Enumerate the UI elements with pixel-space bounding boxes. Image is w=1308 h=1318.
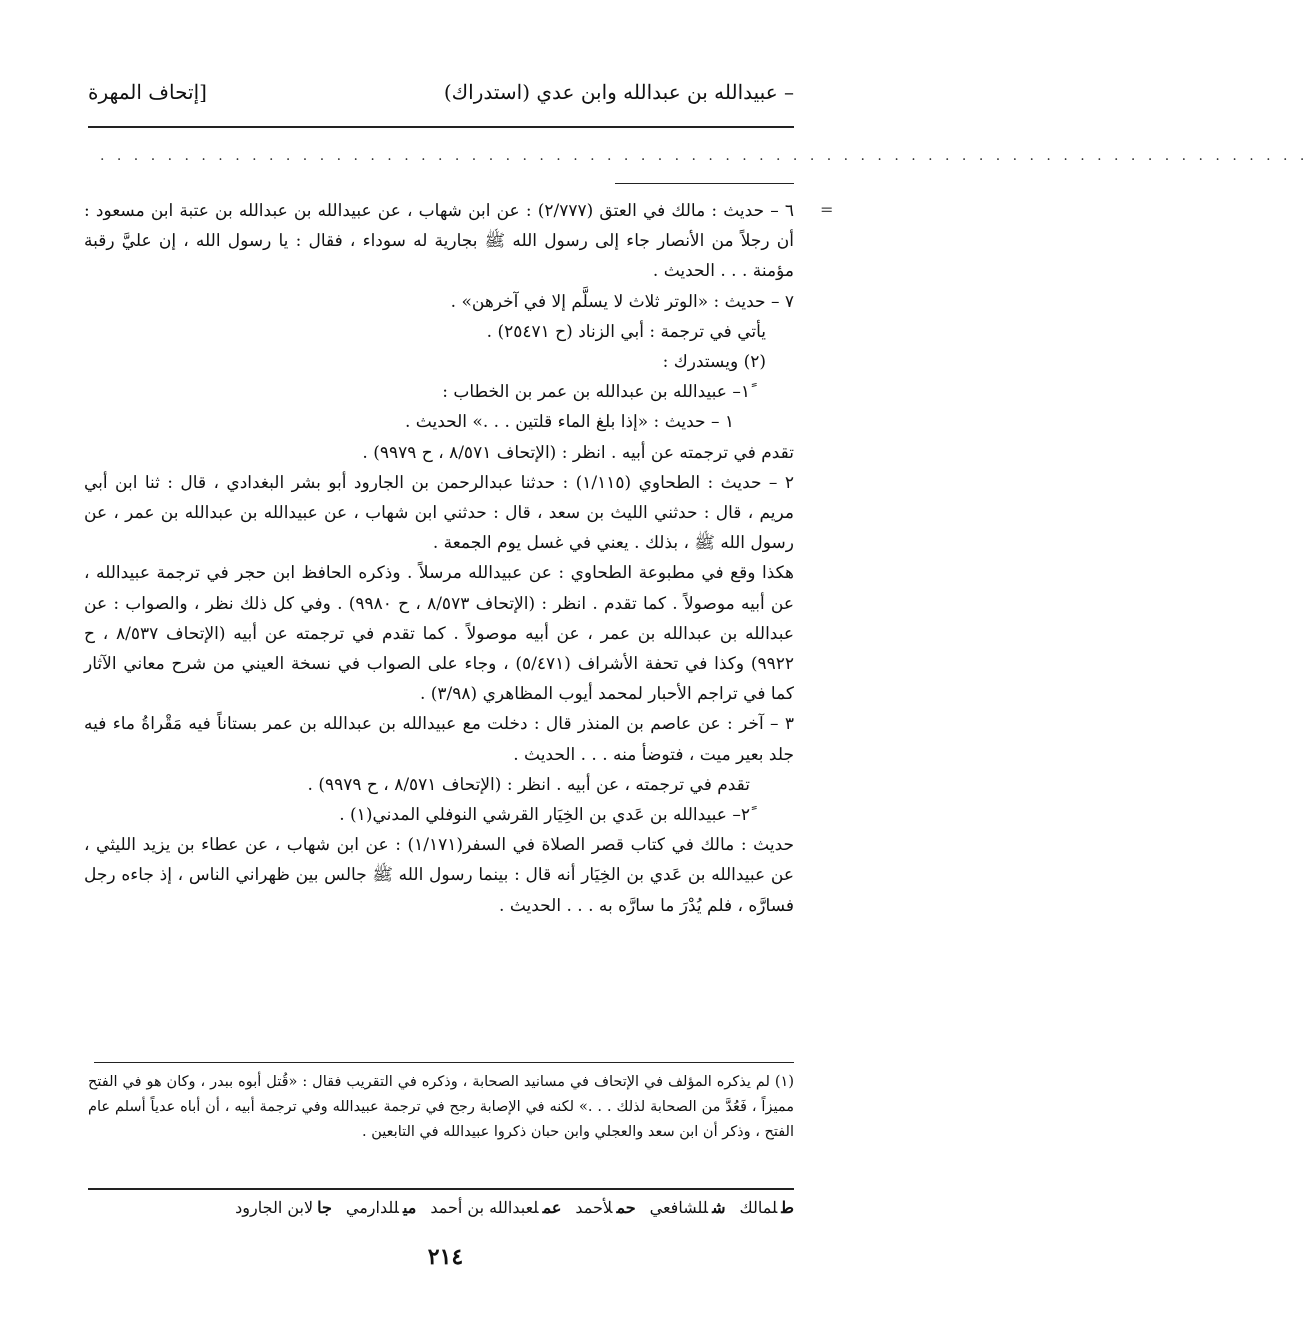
abbreviation-label: لابن الجارود (235, 1198, 314, 1217)
section-rule (615, 183, 794, 184)
paragraph-hadith-qullatayn: ١ – حديث : «إذا بلغ الماء قلتين . . .» الحديث . (405, 412, 734, 433)
narrator-heading-1: ١ً– عبيدالله بن عبدالله بن عمر بن الخطاب : (442, 382, 750, 403)
abbreviation-code: ط (781, 1198, 794, 1217)
page-number: ٢١٤ (427, 1244, 464, 1270)
abbreviation-code: عم (542, 1198, 562, 1217)
abbreviation-label: لعبدالله بن أحمد (430, 1198, 539, 1217)
running-head-title: – عبيدالله بن عبدالله وابن عدي (استدراك) (443, 80, 794, 104)
main-text (84, 196, 794, 921)
paragraph-tahawi: ٢ – حديث : الطحاوي (١/١١٥) : حدثنا عبدالرحمن بن الجارود أبو بشر البغدادي ، قال : ثنا ابن أبي مريم ، قال : حدثني الليث بن سعد ، قال : حدثني ابن شهاب ، عن عبيدالله بن عبدالله بن عمر ، عن رسول الله ﷺ ، بذلك . يعني في غسل يوم الجمعة . (84, 472, 794, 554)
abbreviation-code: جا (317, 1198, 332, 1217)
abbreviations-key (88, 1198, 794, 1217)
section-heading-addendum: (٢) ويستدرك : (662, 352, 766, 373)
abbreviation-code: مي (402, 1198, 417, 1217)
running-head (88, 80, 794, 104)
abbreviation-item (739, 1198, 794, 1217)
abbreviations-rule (88, 1188, 794, 1190)
paragraph-hadith-7: ٧ – حديث : «الوتر ثلاث لا يسلَّم إلا في آخرهن» . (450, 291, 794, 312)
abbreviation-item (346, 1198, 416, 1217)
paragraph-commentary: هكذا وقع في مطبوعة الطحاوي : عن عبيدالله مرسلاً . وذكره الحافظ ابن حجر في ترجمة عبيدالله ، عن أبيه موصولاً . كما تقدم . انظر : (الإتحاف ٨/٥٧٣ ، ح ٩٩٨٠) . وفي كل ذلك نظر ، والصواب : عن عبدالله بن عبدالله بن عمر ، عن أبيه موصولاً . كما تقدم في ترجمته عن أبيه (الإتحاف ٨/٥٣٧ ، ح ٩٩٢٢) وكذا في تحفة الأشراف (٥/٤٧١) ، وجاء على الصواب في نسخة العيني من شرح معاني الآثار كما في تراجم الأحبار لمحمد أيوب المظاهري (٣/٩٨) . (84, 563, 794, 705)
abbreviation-item (650, 1198, 726, 1217)
paragraph-malik: حديث : مالك في كتاب قصر الصلاة في السفر(١/١٧١) : عن ابن شهاب ، عن عطاء بن يزيد الليثي ، عن عبيدالله بن عَدي بن الخِيَار أنه قال : بينما رسول الله ﷺ جالس بين ظهراني الناس ، إذ جاءه رجل فسارَّه ، فلم يُدْرَ ما سارَّه به . . . الحديث . (84, 835, 794, 916)
abbreviation-code: حم (616, 1198, 636, 1217)
paragraph-reference-2: تقدم في ترجمته ، عن أبيه . انظر : (الإتحاف ٨/٥٧١ ، ح ٩٩٧٩) . (307, 774, 750, 795)
abbreviation-code: ش (712, 1198, 726, 1217)
abbreviation-label: للشافعي (649, 1198, 709, 1217)
footnote-text: (١) لم يذكره المؤلف في الإتحاف في مسانيد الصحابة ، وذكره في التقريب فقال : «قُتل أبوه ببدر ، وكان هو في الفتح مميزاً ، فَعُدَّ من الصحابة لذلك . . .» لكنه في الإصابة رجح في ترجمة عبيدالله وفي ترجمة أبيه ، أن أباه عدياً أسلم عام الفتح ، وذكر أن ابن سعد والعجلي وابن حبان ذكروا عبيدالله في التابعين . (88, 1074, 794, 1140)
abbreviation-label: لأحمد (575, 1198, 613, 1217)
narrator-heading-2: ٢ً– عبيدالله بن عَدي بن الخِيَار القرشي النوفلي المدني(١) . (339, 805, 750, 826)
abbreviation-item (235, 1198, 332, 1217)
omission-dots: . . . . . . . . . . . . . . . . . . . . . . . . . . . . . . . . . . . . . . . . . . . . . . . . . . . . . . . . . . . . . . . . . . . . . . . . (100, 148, 1308, 164)
paragraph-reference: تقدم في ترجمته عن أبيه . انظر : (الإتحاف ٨/٥٧١ ، ح ٩٩٧٩) . (362, 442, 794, 463)
paragraph-hadith-3: ٣ – آخر : عن عاصم بن المنذر قال : دخلت مع عبيدالله بن عبدالله بن عمر بستاناً فيه مَقْراةُ ماء فيه جلد بعير ميت ، فتوضأ منه . . . الحديث . (84, 714, 794, 765)
header-rule (88, 126, 794, 128)
abbreviation-label: لمالك (739, 1198, 778, 1217)
paragraph-hadith-6: ٦ – حديث : مالك في العتق (٢/٧٧٧) : عن ابن شهاب ، عن عبيدالله بن عبدالله بن عتبة ابن مسعود : أن رجلاً من الأنصار جاء إلى رسول الله ﷺ بجارية له سوداء ، فقال : يا رسول الله ، إن عليَّ رقبة مؤمنة . . . الحديث . (84, 201, 795, 282)
footnote-rule (94, 1062, 794, 1063)
abbreviation-item (575, 1198, 635, 1217)
margin-mark: = (820, 200, 834, 219)
abbreviation-item (430, 1198, 561, 1217)
abbreviation-label: للدارمي (345, 1198, 399, 1217)
footnote (88, 1070, 794, 1145)
paragraph-cross-ref: يأتي في ترجمة : أبي الزناد (ح ٢٥٤٧١) . (486, 321, 766, 342)
running-head-book: [إتحاف المهرة (88, 80, 207, 104)
